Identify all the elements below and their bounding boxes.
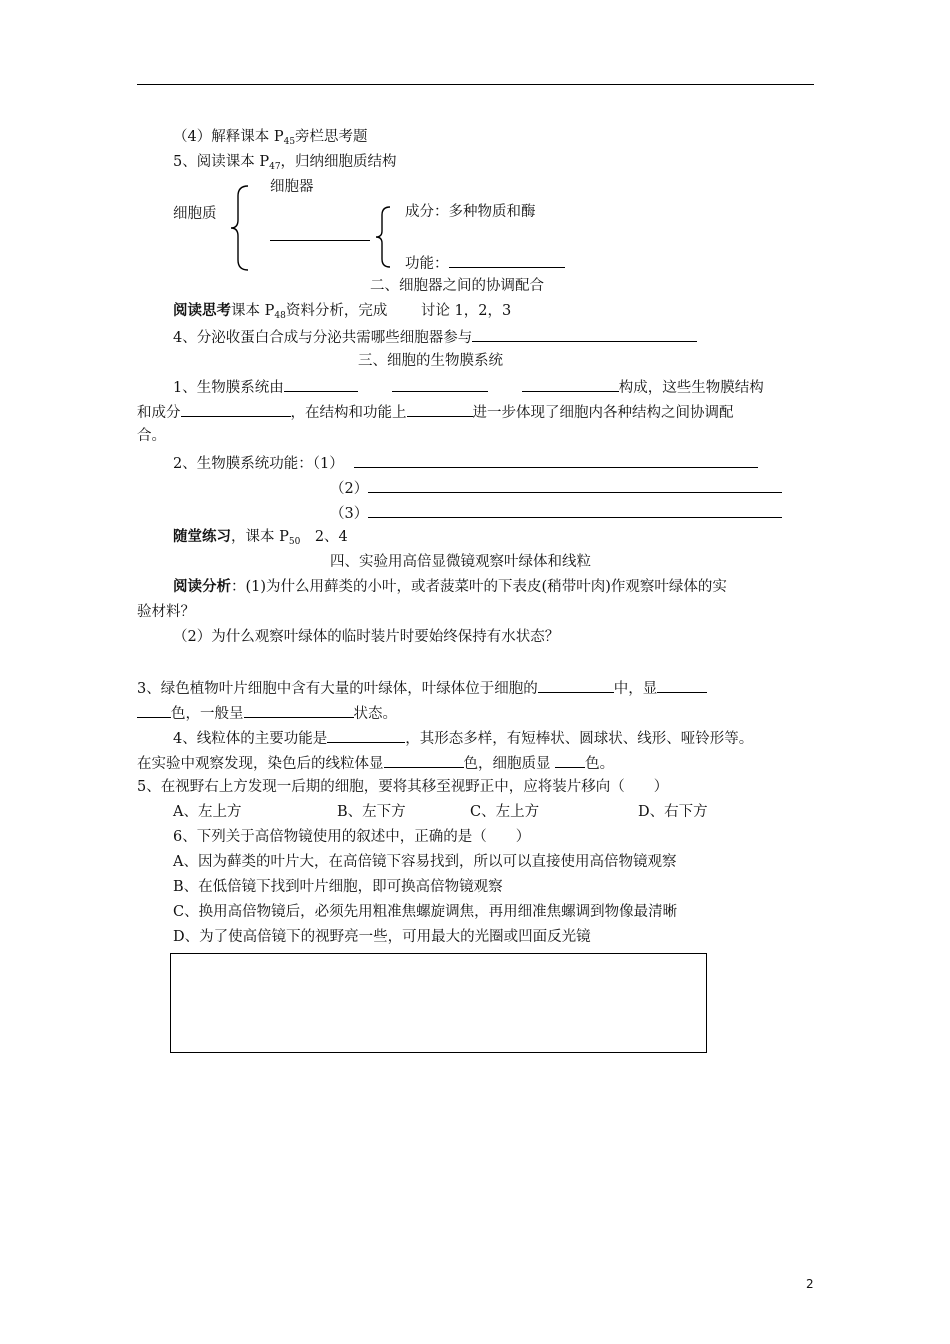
mitochondria-function-blank[interactable] [327, 728, 405, 743]
mitochondria-color-blank[interactable] [384, 753, 464, 768]
practice-line: 随堂练习，课本 $P_{50}$ 2、4 [173, 528, 348, 547]
q6-option-a[interactable]: A、因为藓类的叶片大，在高倍镜下容易找到，所以可以直接使用高倍物镜观察 [173, 854, 677, 870]
blank-5[interactable] [407, 402, 473, 417]
line-4-explain: （4）解释课本 $P_{45}$旁栏思考题 [173, 129, 368, 147]
chloroplast-location-blank[interactable] [538, 678, 614, 693]
blank-2[interactable] [392, 377, 488, 392]
question-4-line1: 4、线粒体的主要功能是 ，其形态多样，有短棒状、圆球状、线形、哑铃形等。 [173, 728, 753, 748]
reading-analysis-q2: （2）为什么观察叶绿体的临时装片时要始终保持有水状态？ [173, 629, 560, 645]
biomembrane-q2-3: （3） [330, 503, 782, 523]
chloroplast-color-blank[interactable] [657, 678, 707, 693]
biomembrane-q1-line1: 1、生物膜系统由 构成，这些生物膜结构 [173, 377, 764, 397]
question-4-line2: 在实验中观察发现，染色后的线粒体显 色，细胞质显 色。 [137, 753, 614, 773]
section-3-title: 三、细胞的生物膜系统 [358, 353, 503, 369]
chloroplast-color-blank-cont[interactable] [137, 703, 171, 718]
function-blank[interactable] [449, 253, 565, 268]
biomembrane-q1-line3: 合。 [137, 428, 166, 444]
reading-analysis-cont: 验材料？ [137, 604, 195, 620]
question-6-stem: 6、下列关于高倍物镜使用的叙述中，正确的是（ ） [173, 829, 531, 845]
q6-option-b[interactable]: B、在低倍镜下找到叶片细胞，即可换高倍物镜观察 [173, 879, 503, 895]
blank-4[interactable] [181, 402, 291, 417]
question-3-line2: 色，一般呈 状态。 [137, 703, 397, 723]
section-4-title: 四、实验用高倍显微镜观察叶绿体和线粒 [330, 554, 591, 570]
reading-think: 阅读思考课本 $P_{48}$资料分析，完成 讨论 1，2，3 [173, 302, 512, 321]
q5-option-b[interactable]: B、左下方 [337, 804, 406, 820]
function-3-blank[interactable] [368, 503, 782, 518]
chloroplast-shape-blank[interactable] [244, 703, 354, 718]
blank-1[interactable] [284, 377, 358, 392]
secretion-blank[interactable] [472, 327, 697, 342]
blank-3[interactable] [522, 377, 619, 392]
q5-option-a[interactable]: A、左上方 [173, 804, 242, 820]
page-number: 2 [806, 1277, 814, 1291]
question-5-stem: 5、在视野右上方发现一后期的细胞，要将其移至视野正中，应将装片移向（ ） [137, 779, 669, 795]
question-4-secretion: 4、分泌收蛋白合成与分泌共需哪些细胞器参与 [173, 327, 697, 347]
q5-option-c[interactable]: C、左上方 [470, 804, 540, 820]
biomembrane-q1-line2: 和成分 ，在结构和功能上 进一步体现了细胞内各种结构之间协调配 [137, 402, 734, 422]
header-rule [137, 84, 814, 85]
question-3-line1: 3、绿色植物叶片细胞中含有大量的叶绿体，叶绿体位于细胞的 中，显 [137, 678, 707, 698]
organelle-label: 细胞器 [270, 179, 314, 195]
q6-option-c[interactable]: C、换用高倍物镜后，必须先用粗准焦螺旋调焦，再用细准焦螺调到物像最清晰 [173, 904, 678, 920]
q5-option-d[interactable]: D、右下方 [638, 804, 708, 820]
brace-small [373, 205, 393, 269]
biomembrane-q2-1: 2、生物膜系统功能：（1） [173, 453, 758, 473]
line-5-read: 5、阅读课本 $P_{47}$，归纳细胞质结构 [173, 154, 397, 172]
section-2-title: 二、细胞器之间的协调配合 [370, 278, 544, 294]
function-2-blank[interactable] [368, 478, 782, 493]
answer-box[interactable] [170, 953, 707, 1053]
cytosol-blank[interactable] [270, 226, 370, 241]
component-text: 成分：多种物质和酶 [405, 204, 536, 220]
biomembrane-q2-2: （2） [330, 478, 782, 498]
q6-option-d[interactable]: D、为了使高倍镜下的视野亮一些，可用最大的光圈或凹面反光镜 [173, 929, 591, 945]
function-1-blank[interactable] [354, 453, 758, 468]
reading-analysis: 阅读分析：(1)为什么用藓类的小叶，或者菠菜叶的下表皮(稍带叶肉)作观察叶绿体的实 [173, 578, 727, 595]
function-line: 功能： [405, 253, 565, 273]
cytoplasm-color-blank[interactable] [555, 753, 585, 768]
brace-large [228, 184, 252, 272]
cytoplasm-label: 细胞质 [173, 206, 217, 222]
